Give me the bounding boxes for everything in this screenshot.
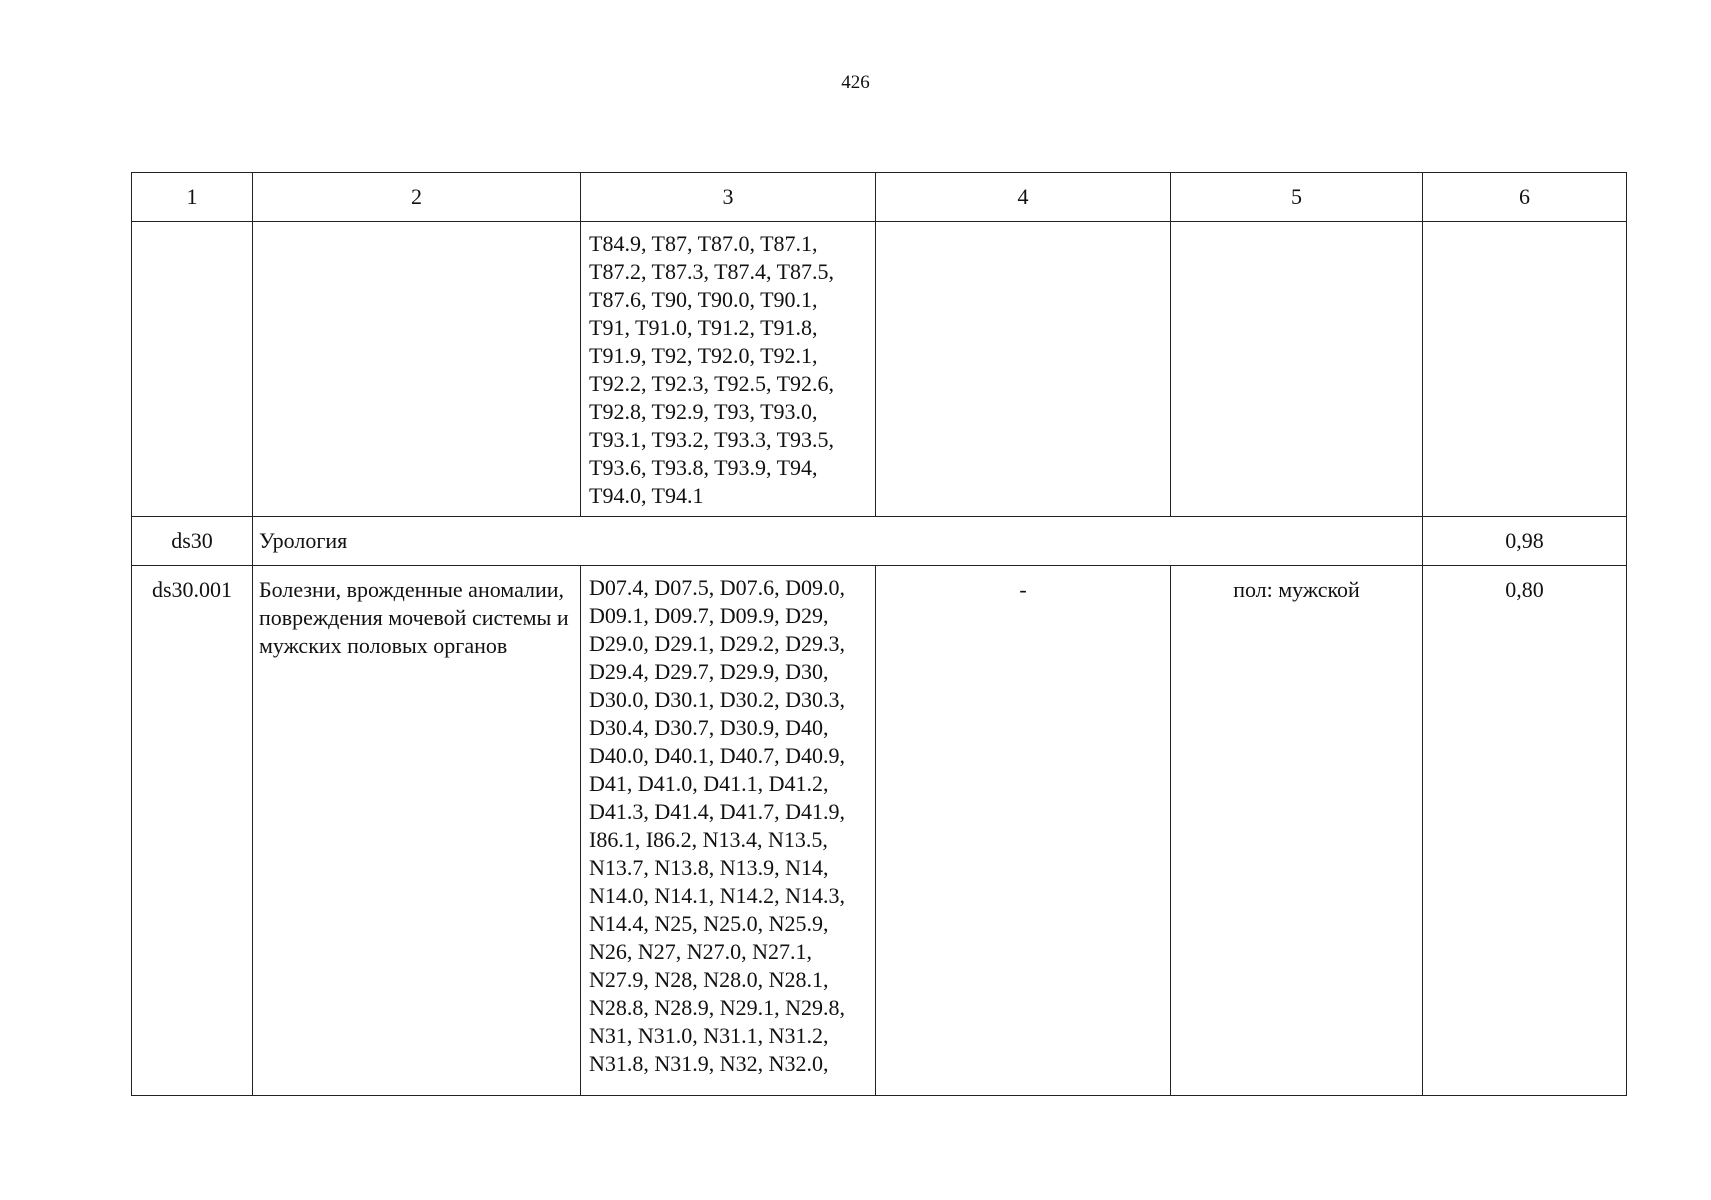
code-line: T93.1, T93.2, T93.3, T93.5, [589,427,835,452]
row-code: ds30.001 [132,566,253,1096]
continuation-col6-cell [1423,222,1627,517]
code-line: T93.6, T93.8, T93.9, T94, [589,455,818,480]
code-line: T91.9, T92, T92.0, T92.1, [589,343,818,368]
continuation-code-cell [132,222,253,517]
code-line: N14.0, N14.1, N14.2, N14.3, [589,883,846,908]
tariff-table [131,172,1627,1096]
code-line: I86.1, I86.2, N13.4, N13.5, [589,827,828,852]
row-name: Болезни, врожденные аномалии, повреждения мочевой системы и мужских половых органов [253,566,581,1096]
code-line: N31.8, N31.9, N32, N32.0, [589,1051,829,1076]
code-line: T87.2, T87.3, T87.4, T87.5, [589,259,835,284]
row-coefficient: 0,80 [1423,566,1627,1096]
continuation-col5-cell [1171,222,1423,517]
code-line: N13.7, N13.8, N13.9, N14, [589,855,829,880]
continuation-row [132,222,1627,517]
continuation-col4-cell [876,222,1171,517]
header-row [132,173,1627,222]
code-line: D30.0, D30.1, D30.2, D30.3, [589,687,846,712]
row-col4: - [876,566,1171,1096]
row-codes-cell [581,566,876,1096]
code-line: T92.8, T92.9, T93, T93.0, [589,399,818,424]
code-line: N14.4, N25, N25.0, N25.9, [589,911,829,936]
header-col-3: 3 [581,173,876,222]
code-line: D29.0, D29.1, D29.2, D29.3, [589,631,846,656]
code-line: T91, T91.0, T91.2, T91.8, [589,315,818,340]
code-line: D09.1, D09.7, D09.9, D29, [589,603,829,628]
continuation-codes-cell [581,222,876,517]
data-row [132,566,1627,1096]
code-line: D07.4, D07.5, D07.6, D09.0, [589,575,846,600]
continuation-name-cell [253,222,581,517]
code-line: T87.6, T90, T90.0, T90.1, [589,287,818,312]
header-col-1: 1 [132,173,253,222]
code-line: N26, N27, N27.0, N27.1, [589,939,813,964]
header-col-6: 6 [1423,173,1627,222]
header-col-2: 2 [253,173,581,222]
section-name: Урология [253,517,1423,566]
code-line: N31, N31.0, N31.1, N31.2, [589,1023,829,1048]
code-line: D40.0, D40.1, D40.7, D40.9, [589,743,846,768]
code-line: D29.4, D29.7, D29.9, D30, [589,659,829,684]
page-number: 426 [841,72,870,93]
code-line: N27.9, N28, N28.0, N28.1, [589,967,829,992]
header-col-4: 4 [876,173,1171,222]
code-line: N28.8, N28.9, N29.1, N29.8, [589,995,846,1020]
header-col-5: 5 [1171,173,1423,222]
section-row [132,517,1627,566]
code-line: D41, D41.0, D41.1, D41.2, [589,771,829,796]
code-line: D41.3, D41.4, D41.7, D41.9, [589,799,846,824]
section-code: ds30 [132,517,253,566]
code-line: T92.2, T92.3, T92.5, T92.6, [589,371,835,396]
code-line: T84.9, T87, T87.0, T87.1, [589,231,818,256]
section-coefficient: 0,98 [1423,517,1627,566]
code-line: T94.0, T94.1 [589,483,704,508]
code-line: D30.4, D30.7, D30.9, D40, [589,715,829,740]
row-col5: пол: мужской [1171,566,1423,1096]
